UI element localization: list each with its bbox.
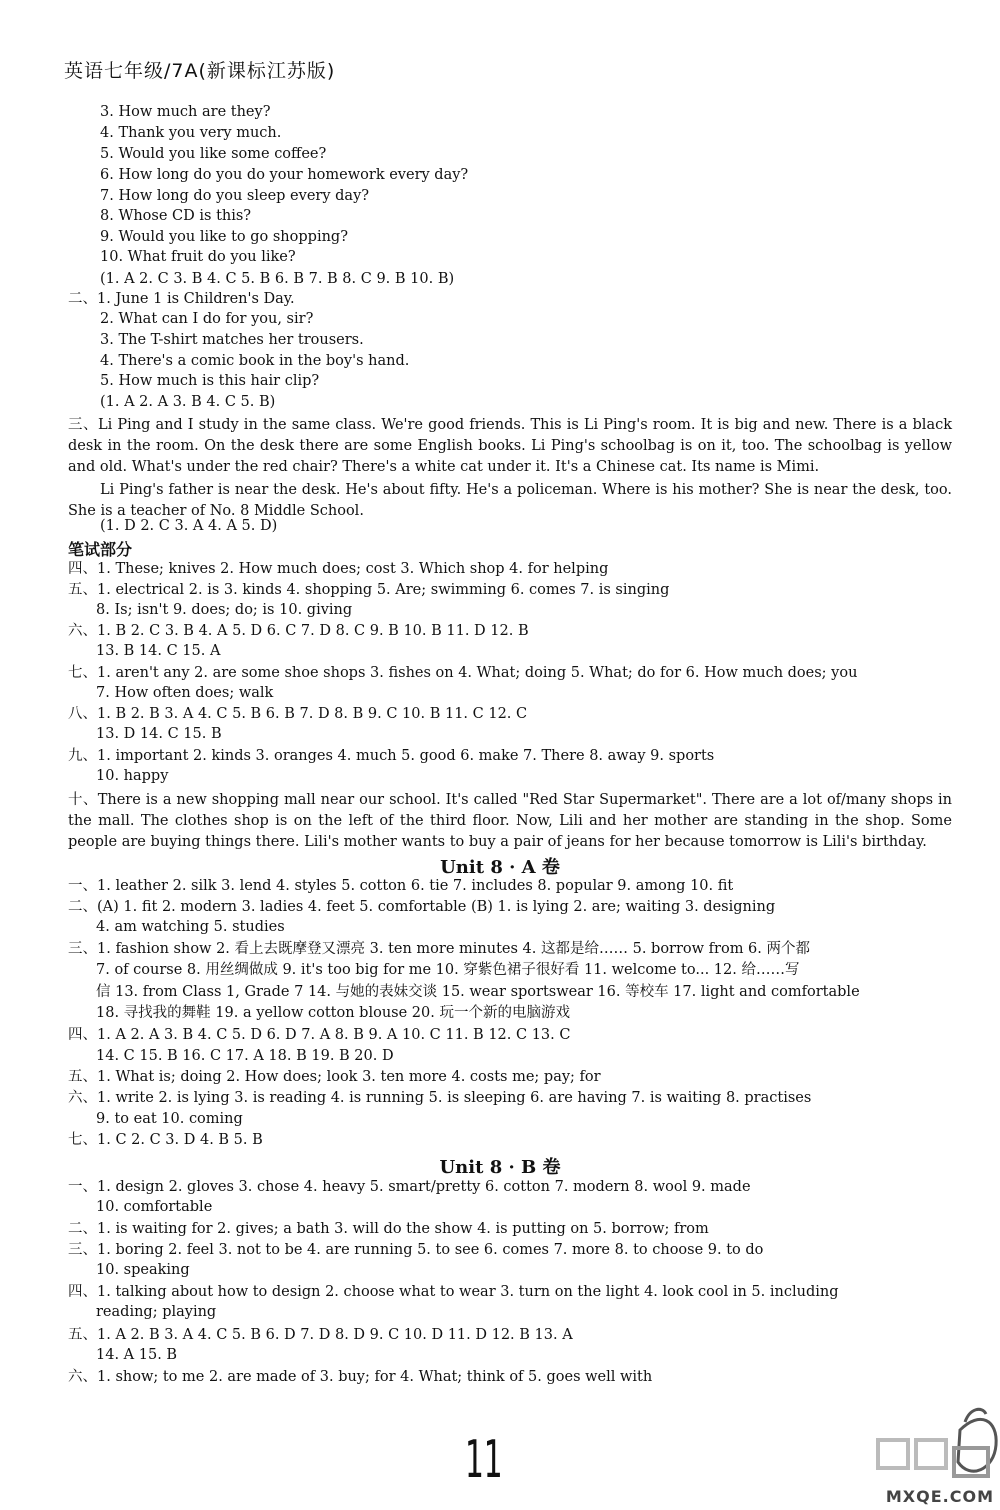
unit8b-line: 10. speaking xyxy=(96,1262,190,1278)
unit8a-line: 六、1. write 2. is lying 3. is reading 4. is running 5. is sleeping 6. are having 7. is waiting 8. practises xyxy=(68,1090,812,1106)
unit8b-line: 六、1. show; to me 2. are made of 3. buy; for 4. What; think of 5. goes well with xyxy=(68,1369,653,1385)
listening-line: 4. There's a comic book in the boy's hand. xyxy=(100,353,410,369)
listening-line: 5. How much is this hair clip? xyxy=(100,373,320,389)
unit8b-line: 四、1. talking about how to design 2. choose what to wear 3. turn on the light 4. look cool in 5. including xyxy=(68,1284,839,1300)
unit8a-line: 二、(A) 1. fit 2. modern 3. ladies 4. feet 5. comfortable (B) 1. is lying 2. are; waiting 3. designing xyxy=(68,899,776,915)
listening-line: 3. The T-shirt matches her trousers. xyxy=(100,332,364,348)
unit8a-line: 14. C 15. B 16. C 17. A 18. B 19. B 20. D xyxy=(96,1048,394,1064)
listening-line: 4. Thank you very much. xyxy=(100,125,282,141)
unit8a-line: 七、1. C 2. C 3. D 4. B 5. B xyxy=(68,1132,263,1148)
written-line: 八、1. B 2. B 3. A 4. C 5. B 6. B 7. D 8. B 9. C 10. B 11. C 12. C xyxy=(68,706,528,722)
listening-line: (1. A 2. A 3. B 4. C 5. B) xyxy=(100,394,276,410)
unit8a-line: 四、1. A 2. A 3. B 4. C 5. D 6. D 7. A 8. B 9. A 10. C 11. B 12. C 13. C xyxy=(68,1027,571,1043)
unit8a-line: 4. am watching 5. studies xyxy=(96,919,285,935)
unit8a-line: 7. of course 8. 用丝绸做成 9. it's too big for me 10. 穿紫色裙子很好看 11. welcome to... 12. 给……写 xyxy=(96,962,800,978)
unit8b-line: reading; playing xyxy=(96,1304,217,1320)
listening-line: 9. Would you like to go shopping? xyxy=(100,229,348,245)
listening-line: 6. How long do you do your homework every day? xyxy=(100,167,469,183)
written-line: 7. How often does; walk xyxy=(96,685,274,701)
written-line: 五、1. electrical 2. is 3. kinds 4. shopping 5. Are; swimming 6. comes 7. is singing xyxy=(68,582,670,598)
listening-line: 10. What fruit do you like? xyxy=(100,249,296,265)
unit8a-line: 9. to eat 10. coming xyxy=(96,1111,243,1127)
page-header: 英语七年级/7A(新课标江苏版) xyxy=(64,60,336,82)
unit8b-title: Unit 8 · B 卷 xyxy=(439,1157,561,1178)
listening-line: 5. Would you like some coffee? xyxy=(100,146,327,162)
written-line: 七、1. aren't any 2. are some shoe shops 3. fishes on 4. What; doing 5. What; do for 6. How much does; you xyxy=(68,665,858,681)
listening-line: (1. A 2. C 3. B 4. C 5. B 6. B 7. B 8. C 9. B 10. B) xyxy=(100,271,455,287)
unit8a-line: 五、1. What is; doing 2. How does; look 3. ten more 4. costs me; pay; for xyxy=(68,1069,601,1085)
section-written: 笔试部分 xyxy=(68,540,133,559)
passage-answers: (1. D 2. C 3. A 4. A 5. D) xyxy=(100,518,278,534)
listening-line: 3. How much are they? xyxy=(100,104,271,120)
unit8b-line: 10. comfortable xyxy=(96,1199,213,1215)
written-line: 10. happy xyxy=(96,768,169,784)
unit8b-line: 14. A 15. B xyxy=(96,1347,178,1363)
written-line: 六、1. B 2. C 3. B 4. A 5. D 6. C 7. D 8. C 9. B 10. B 11. D 12. B xyxy=(68,623,529,639)
unit8a-line: 信 13. from Class 1, Grade 7 14. 与她的表妹交谈 15. wear sportswear 16. 等校车 17. light and comfortable xyxy=(96,984,860,1000)
unit8a-line: 三、1. fashion show 2. 看上去既摩登又漂亮 3. ten more minutes 4. 这都是给…… 5. borrow from 6. 两个都 xyxy=(68,941,811,957)
written-line: 13. D 14. C 15. B xyxy=(96,726,222,742)
written-line: 13. B 14. C 15. A xyxy=(96,643,221,659)
listening-line: 8. Whose CD is this? xyxy=(100,208,252,224)
unit8b-line: 一、1. design 2. gloves 3. chose 4. heavy 5. smart/pretty 6. cotton 7. modern 8. wool 9. made xyxy=(68,1179,751,1195)
unit8b-line: 五、1. A 2. B 3. A 4. C 5. B 6. D 7. D 8. D 9. C 10. D 11. D 12. B 13. A xyxy=(68,1327,573,1343)
unit8b-line: 二、1. is waiting for 2. gives; a bath 3. will do the show 4. is putting on 5. borrow; from xyxy=(68,1221,709,1237)
written-line: 九、1. important 2. kinds 3. oranges 4. much 5. good 6. make 7. There 8. away 9. sports xyxy=(68,748,715,764)
listening-line: 2. What can I do for you, sir? xyxy=(100,311,314,327)
listening-line: 二、1. June 1 is Children's Day. xyxy=(68,291,295,307)
written-line: 四、1. These; knives 2. How much does; cost 3. Which shop 4. for helping xyxy=(68,561,609,577)
unit8a-title: Unit 8 · A 卷 xyxy=(440,857,560,878)
listening-line: 7. How long do you sleep every day? xyxy=(100,188,370,204)
unit8a-line: 一、1. leather 2. silk 3. lend 4. styles 5. cotton 6. tie 7. includes 8. popular 9. among 10. fit xyxy=(68,878,734,894)
unit8a-line: 18. 寻找我的舞鞋 19. a yellow cotton blouse 20. 玩一个新的电脑游戏 xyxy=(96,1005,570,1021)
watermark-text: MXQE.COM xyxy=(885,1487,994,1506)
passage-li-ping-p2: Li Ping's father is near the desk. He's about fifty. He's a policeman. Where is his mother? She is near the desk, too. She is a teacher of No. 8 Middle School. xyxy=(68,482,952,519)
passage-li-ping-p1: 三、Li Ping and I study in the same class. We're good friends. This is Li Ping's room. It is big and new. There is a black desk in the room. On the desk there are some English books. Li Ping's schoolbag is on it, too. The schoolbag is yellow and old. What's under the red chair? There's a white cat under it. It's a Chinese cat. Its name is Mimi. xyxy=(68,417,952,475)
written-line: 8. Is; isn't 9. does; do; is 10. giving xyxy=(96,602,353,618)
unit8b-line: 三、1. boring 2. feel 3. not to be 4. are running 5. to see 6. comes 7. more 8. to choose 9. to do xyxy=(68,1242,764,1258)
passage-shopping-mall: 十、There is a new shopping mall near our school. It's called "Red Star Supermarket". There are a lot of/many shops in the mall. The clothes shop is on the left of the third floor. Now, Lili and her mother are standing in the shop. Some people are buying things there. Lili's mother wants to buy a pair of jeans for her because tomorrow is Lili's birthday. xyxy=(68,792,952,850)
page-number: 11 xyxy=(464,1430,503,1490)
